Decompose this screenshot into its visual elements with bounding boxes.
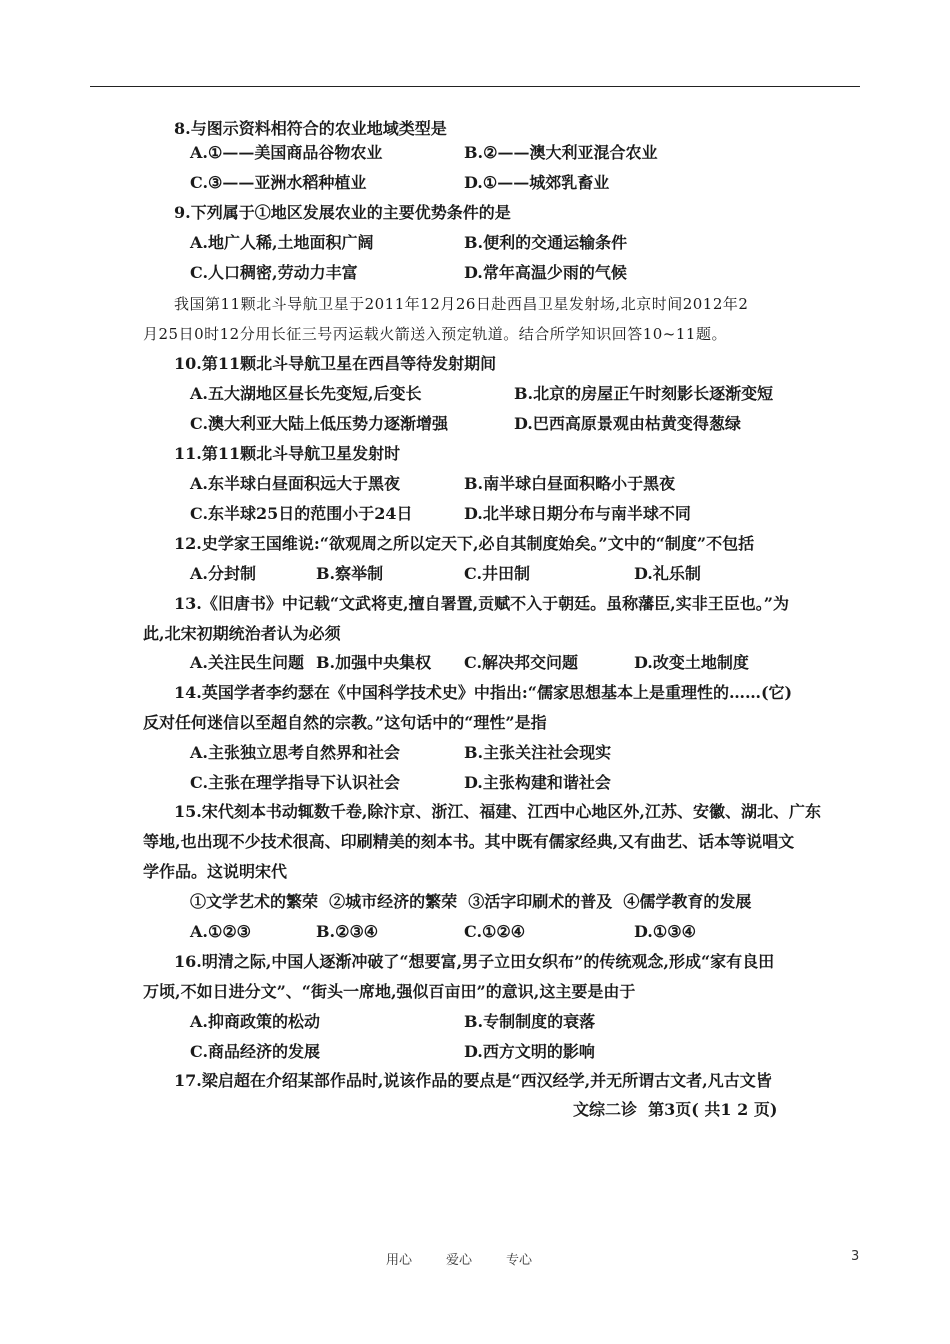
q14-stem-line-2: 反对任何迷信以至超自然的宗教。”这句话中的“理性”是指 (143, 713, 547, 732)
q12-option-b: B.察举制 (316, 564, 384, 583)
q10-option-b: B.北京的房屋正午时刻影长逐渐变短 (514, 384, 774, 403)
intro-line-2: 月25日0时12分用长征三号丙运载火箭送入预定轨道。结合所学知识回答10~11题。 (143, 325, 727, 343)
page-info: 文综二诊 第3页( 共1 2 页) (573, 1100, 778, 1119)
q13-option-c: C.解决邦交问题 (464, 653, 579, 672)
footer-middle-text: 爱心 (446, 1253, 473, 1268)
q8-stem: 8.与图示资料相符合的农业地域类型是 (174, 119, 447, 138)
q8-option-b: B.②——澳大利亚混合农业 (464, 143, 658, 162)
q10-option-a: A.五大湖地区昼长先变短,后变长 (190, 384, 422, 403)
q13-option-d: D.改变土地制度 (634, 653, 749, 672)
q15-stem-line-2: 等地,也出现不少技术很高、印刷精美的刻本书。其中既有儒家经典,又有曲艺、话本等说唱文 (143, 832, 795, 851)
q16-stem-line-2: 万顷,不如日进分文”、“街头一席地,强似百亩田”的意识,这主要是由于 (143, 982, 636, 1001)
q10-stem: 10.第11颗北斗导航卫星在西昌等待发射期间 (174, 354, 497, 373)
q16-option-b: B.专制制度的衰落 (464, 1012, 596, 1031)
q15-option-b: B.②③④ (316, 922, 379, 941)
q16-stem-line-1: 16.明清之际,中国人逐渐冲破了“想要富,男子立田女织布”的传统观念,形成“家有良田 (174, 952, 775, 971)
q12-option-d: D.礼乐制 (634, 564, 701, 583)
footer-page-number: 3 (851, 1249, 860, 1264)
q15-option-a: A.①②③ (190, 922, 252, 941)
q14-option-c: C.主张在理学指导下认识社会 (190, 773, 401, 792)
q16-option-d: D.西方文明的影响 (464, 1042, 595, 1061)
q10-option-d: D.巴西高原景观由枯黄变得葱绿 (514, 414, 741, 433)
q16-option-c: C.商品经济的发展 (190, 1042, 321, 1061)
q8-option-d: D.①——城郊乳畜业 (464, 173, 610, 192)
q15-stem-line-1: 15.宋代刻本书动辄数千卷,除汴京、浙江、福建、江西中心地区外,江苏、安徽、湖北、广东 (174, 802, 821, 821)
q12-option-c: C.井田制 (464, 564, 531, 583)
q16-option-a: A.抑商政策的松动 (190, 1012, 320, 1031)
q12-stem: 12.史学家王国维说:“欲观周之所以定天下,必自其制度始矣。”文中的“制度”不包括 (174, 534, 755, 553)
q15-option-c: C.①②④ (464, 922, 526, 941)
q9-option-b: B.便利的交通运输条件 (464, 233, 628, 252)
q17-stem-line-1: 17.梁启超在介绍某部作品时,说该作品的要点是“西汉经学,并无所谓古文者,凡古文皆 (174, 1071, 772, 1090)
q8-option-a: A.①——美国商品谷物农业 (190, 143, 383, 162)
q15-option-d: D.①③④ (634, 922, 696, 941)
q13-option-a: A.关注民生问题 (190, 653, 304, 672)
q15-stem-line-3: 学作品。这说明宋代 (143, 862, 288, 881)
q13-option-b: B.加强中央集权 (316, 653, 432, 672)
q14-option-a: A.主张独立思考自然界和社会 (190, 743, 400, 762)
footer-right-text: 专心 (506, 1253, 533, 1268)
q10-option-c: C.澳大利亚大陆上低压势力逐渐增强 (190, 414, 449, 433)
q13-stem-line-1: 13.《旧唐书》中记载“文武将吏,擅自署置,贡赋不入于朝廷。虽称藩臣,实非王臣也。”为 (174, 594, 789, 613)
q13-stem-line-2: 此,北宋初期统治者认为必须 (143, 624, 341, 643)
q9-option-a: A.地广人稀,土地面积广阔 (190, 233, 374, 252)
q14-option-d: D.主张构建和谐社会 (464, 773, 611, 792)
q11-stem: 11.第11颗北斗导航卫星发射时 (174, 444, 401, 463)
q14-option-b: B.主张关注社会现实 (464, 743, 612, 762)
q11-option-c: C.东半球25日的范围小于24日 (190, 504, 413, 523)
q11-option-a: A.东半球白昼面积远大于黑夜 (190, 474, 400, 493)
q11-option-d: D.北半球日期分布与南半球不同 (464, 504, 691, 523)
intro-line-1: 我国第11颗北斗导航卫星于2011年12月26日赴西昌卫星发射场,北京时间2012年2 (174, 295, 749, 313)
q11-option-b: B.南半球白昼面积略小于黑夜 (464, 474, 676, 493)
q12-option-a: A.分封制 (190, 564, 256, 583)
header-rule (90, 86, 860, 87)
q9-option-c: C.人口稠密,劳动力丰富 (190, 263, 358, 282)
q9-option-d: D.常年高温少雨的气候 (464, 263, 627, 282)
q14-stem-line-1: 14.英国学者李约瑟在《中国科学技术史》中指出:“儒家思想基本上是重理性的……(它) (174, 683, 793, 702)
q15-statements: ①文学艺术的繁荣 ②城市经济的繁荣 ③活字印刷术的普及 ④儒学教育的发展 (190, 892, 752, 911)
q9-stem: 9.下列属于①地区发展农业的主要优势条件的是 (174, 203, 511, 222)
footer-left-text: 用心 (386, 1253, 413, 1268)
q8-option-c: C.③——亚洲水稻种植业 (190, 173, 367, 192)
